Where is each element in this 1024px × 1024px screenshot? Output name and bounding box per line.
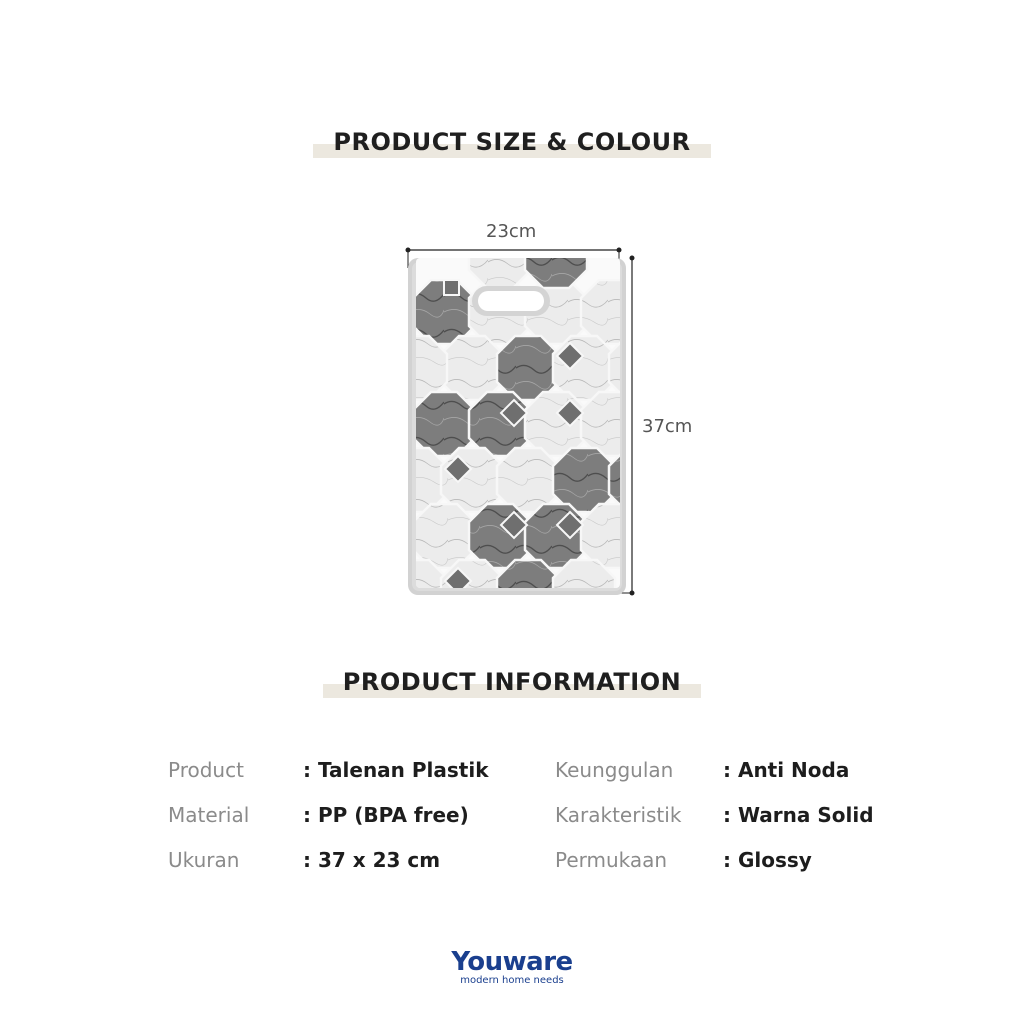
brand-tagline: modern home needs: [460, 975, 564, 986]
info-label-keunggulan: Keunggulan: [555, 758, 674, 782]
brand-name: Youware: [451, 947, 573, 977]
info-value-ukuran: : 37 x 23 cm: [303, 848, 441, 872]
info-label-material: Material: [168, 803, 250, 827]
info-value-keunggulan: : Anti Noda: [723, 758, 850, 782]
info-value-karakteristik: : Warna Solid: [723, 803, 874, 827]
info-label-product: Product: [168, 758, 244, 782]
size-title-text: PRODUCT SIZE & COLOUR: [333, 128, 691, 156]
info-value-product: : Talenan Plastik: [303, 758, 489, 782]
height-dimension-label: 37cm: [642, 416, 693, 437]
info-value-permukaan: : Glossy: [723, 848, 812, 872]
handle-hole: [478, 291, 544, 311]
cutting-board-image: [408, 250, 638, 595]
section-title-size: [0, 128, 1024, 156]
info-label-permukaan: Permukaan: [555, 848, 668, 872]
width-dimension-label: 23cm: [486, 221, 537, 242]
section-title-info: [0, 668, 1024, 696]
info-label-ukuran: Ukuran: [168, 848, 240, 872]
info-value-material: : PP (BPA free): [303, 803, 469, 827]
brand-logo: [412, 948, 612, 987]
info-label-karakteristik: Karakteristik: [555, 803, 682, 827]
info-title-text: PRODUCT INFORMATION: [342, 668, 682, 696]
